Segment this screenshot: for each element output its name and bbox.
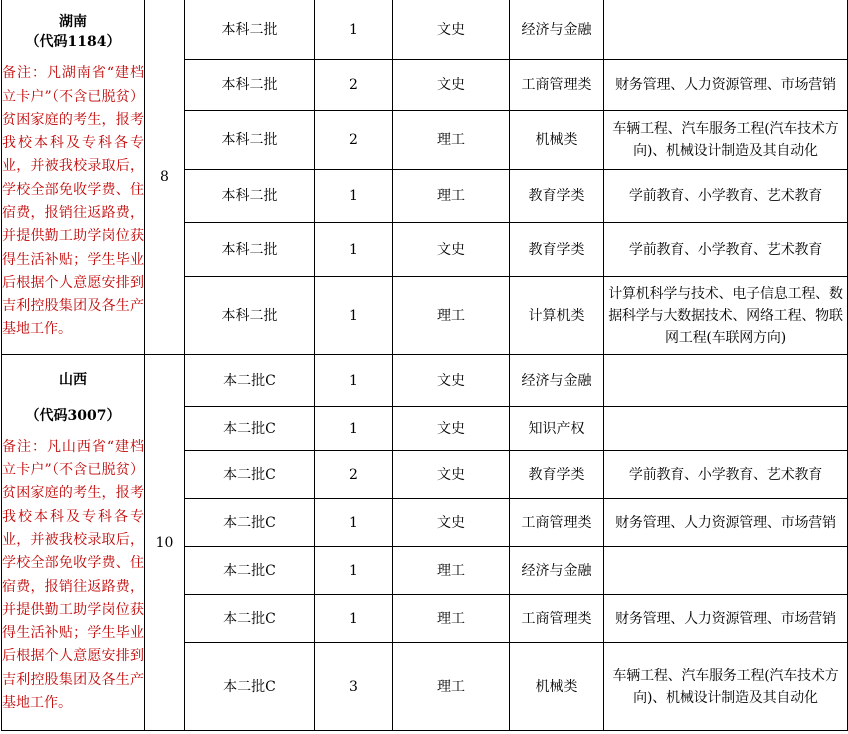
subject-type-cell: 理工 [393,643,510,731]
category-cell: 计算机类 [510,277,604,355]
majors-cell [604,0,848,60]
count-cell: 1 [315,223,393,277]
category-cell: 机械类 [510,111,604,170]
majors-cell: 学前教育、小学教育、艺术教育 [604,170,848,223]
count-cell: 1 [315,277,393,355]
category-cell: 经济与金融 [510,355,604,407]
majors-cell: 车辆工程、汽车服务工程(汽车技术方向)、机械设计制造及其自动化 [604,643,848,731]
subject-type-cell: 文史 [393,499,510,547]
subject-type-cell: 理工 [393,277,510,355]
subject-type-cell: 理工 [393,111,510,170]
category-cell: 经济与金融 [510,0,604,60]
majors-cell: 学前教育、小学教育、艺术教育 [604,451,848,499]
province-name: 山西 [59,371,87,388]
batch-cell: 本二批C [185,355,315,407]
subject-type-cell: 理工 [393,595,510,643]
table-row [2,0,848,60]
province-code: （代码3007） [25,407,121,424]
total-count: 10 [145,355,185,731]
category-cell: 工商管理类 [510,499,604,547]
count-cell: 2 [315,451,393,499]
majors-cell [604,355,848,407]
category-cell: 教育学类 [510,170,604,223]
majors-cell [604,407,848,451]
category-cell: 教育学类 [510,223,604,277]
count-cell: 1 [315,0,393,60]
count-cell: 1 [315,170,393,223]
subject-type-cell: 文史 [393,355,510,407]
batch-cell: 本科二批 [185,170,315,223]
majors-cell: 学前教育、小学教育、艺术教育 [604,223,848,277]
count-cell: 1 [315,355,393,407]
subject-type-cell: 文史 [393,407,510,451]
subject-type-cell: 理工 [393,170,510,223]
enrollment-plan-table [1,0,848,731]
province-cell-hunan [2,0,145,355]
province-note: 备注：凡山西省“建档立卡户”（不含已脱贫）贫困家庭的考生，报考我校本科及专科各专业，并被我校录取后，学校全部免收学费、住宿费，报销往返路费，并提供勤工助学岗位获得生活补贴；学生毕业后根据个人意愿安排到吉利控股集团及各生产基地工作。 [2,438,144,711]
count-cell: 1 [315,499,393,547]
province-name: 湖南 [59,14,87,31]
batch-cell: 本二批C [185,407,315,451]
count-cell: 1 [315,595,393,643]
majors-cell: 车辆工程、汽车服务工程(汽车技术方向)、机械设计制造及其自动化 [604,111,848,170]
subject-type-cell: 文史 [393,0,510,60]
batch-cell: 本二批C [185,595,315,643]
subject-type-cell: 理工 [393,547,510,595]
total-count: 8 [145,0,185,355]
subject-type-cell: 文史 [393,451,510,499]
province-code: （代码1184） [25,34,121,51]
province-cell-shanxi [2,355,145,731]
batch-cell: 本二批C [185,499,315,547]
category-cell: 工商管理类 [510,595,604,643]
subject-type-cell: 文史 [393,223,510,277]
category-cell: 知识产权 [510,407,604,451]
category-cell: 机械类 [510,643,604,731]
majors-cell: 财务管理、人力资源管理、市场营销 [604,499,848,547]
batch-cell: 本二批C [185,451,315,499]
category-cell: 经济与金融 [510,547,604,595]
batch-cell: 本科二批 [185,0,315,60]
subject-type-cell: 文史 [393,60,510,111]
count-cell: 1 [315,407,393,451]
batch-cell: 本二批C [185,547,315,595]
batch-cell: 本科二批 [185,60,315,111]
batch-cell: 本科二批 [185,277,315,355]
count-cell: 1 [315,547,393,595]
category-cell: 工商管理类 [510,60,604,111]
batch-cell: 本科二批 [185,111,315,170]
majors-cell: 财务管理、人力资源管理、市场营销 [604,595,848,643]
batch-cell: 本二批C [185,643,315,731]
majors-cell: 计算机科学与技术、电子信息工程、数据科学与大数据技术、网络工程、物联网工程(车联网方向) [604,277,848,355]
category-cell: 教育学类 [510,451,604,499]
majors-cell [604,547,848,595]
count-cell: 2 [315,60,393,111]
count-cell: 2 [315,111,393,170]
province-note: 备注：凡湖南省“建档立卡户”（不含已脱贫）贫困家庭的考生，报考我校本科及专科各专业，并被我校录取后，学校全部免收学费、住宿费，报销往返路费，并提供勤工助学岗位获得生活补贴；学生毕业后根据个人意愿安排到吉利控股集团及各生产基地工作。 [2,65,144,338]
count-cell: 3 [315,643,393,731]
table-row [2,355,848,407]
batch-cell: 本科二批 [185,223,315,277]
majors-cell: 财务管理、人力资源管理、市场营销 [604,60,848,111]
